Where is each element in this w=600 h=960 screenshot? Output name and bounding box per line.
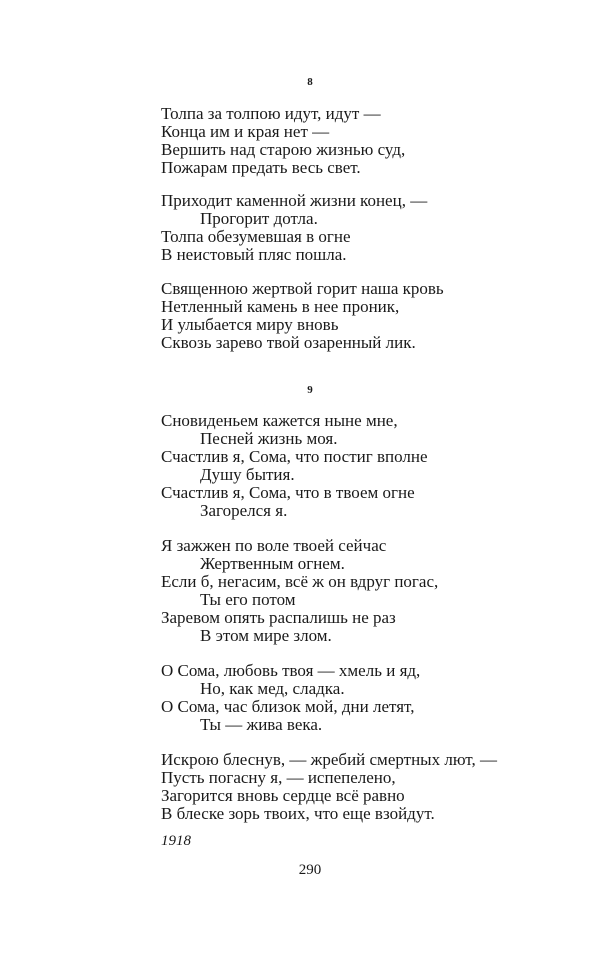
verse-line: Жертвенным огнем. — [200, 554, 345, 573]
verse-line: Я зажжен по воле твоей сейчас — [161, 536, 387, 555]
poem9-stanza-3 — [161, 662, 581, 734]
verse-line: Прогорит дотла. — [200, 209, 318, 228]
verse-line: Сквозь зарево твой озаренный лик. — [161, 333, 416, 352]
verse-line: Счастлив я, Сома, что постиг вполне — [161, 447, 428, 466]
verse-line: Толпа обезумевшая в огне — [161, 227, 351, 246]
verse-line: О Сома, любовь твоя — хмель и яд, — [161, 661, 421, 680]
poem8-stanza-2 — [161, 192, 581, 264]
verse-line: Загорелся я. — [200, 501, 288, 520]
verse-line: Вершить над старою жизнью суд, — [161, 140, 406, 159]
verse-line: О Сома, час близок мой, дни летят, — [161, 697, 415, 716]
verse-line: Нетленный камень в нее проник, — [161, 297, 400, 316]
verse-line: Счастлив я, Сома, что в твоем огне — [161, 483, 415, 502]
verse-line: Если б, негасим, всё ж он вдруг погас, — [161, 572, 439, 591]
verse-line: Загорится вновь сердце всё равно — [161, 786, 405, 805]
verse-line: Ты его потом — [200, 590, 296, 609]
verse-line: Священною жертвой горит наша кровь — [161, 279, 444, 298]
verse-line: Искрою блеснув, — жребий смертных лют, — — [161, 750, 497, 769]
verse-line: Пожарам предать весь свет. — [161, 158, 361, 177]
verse-line: Ты — жива века. — [200, 715, 323, 734]
verse-line: В блеске зорь твоих, что еще взойдут. — [161, 804, 435, 823]
verse-line: Заревом опять распалишь не раз — [161, 608, 396, 627]
poem8-stanza-3 — [161, 280, 581, 352]
verse-line: И улыбается миру вновь — [161, 315, 339, 334]
poem-date: 1918 — [161, 833, 191, 849]
verse-line: Приходит каменной жизни конец, — — [161, 191, 428, 210]
verse-line: Сновиденьем кажется ныне мне, — [161, 411, 398, 430]
verse-line: Но, как мед, сладка. — [200, 679, 345, 698]
poem-number-8: 8 — [307, 76, 313, 88]
poem9-stanza-2 — [161, 537, 581, 645]
verse-line: Душу бытия. — [200, 465, 295, 484]
verse-line: Толпа за толпою идут, идут — — [161, 104, 381, 123]
verse-line: Песней жизнь моя. — [200, 429, 338, 448]
page-number: 290 — [298, 862, 322, 878]
verse-line: В неистовый пляс пошла. — [161, 245, 347, 264]
poem9-stanza-1 — [161, 412, 581, 520]
poem8-stanza-1 — [161, 105, 581, 177]
poem-number-9: 9 — [307, 384, 313, 396]
poem9-stanza-4 — [161, 751, 581, 823]
verse-line: Конца им и края нет — — [161, 122, 330, 141]
verse-line: В этом мире злом. — [200, 626, 332, 645]
verse-line: Пусть погасну я, — испепелено, — [161, 768, 396, 787]
